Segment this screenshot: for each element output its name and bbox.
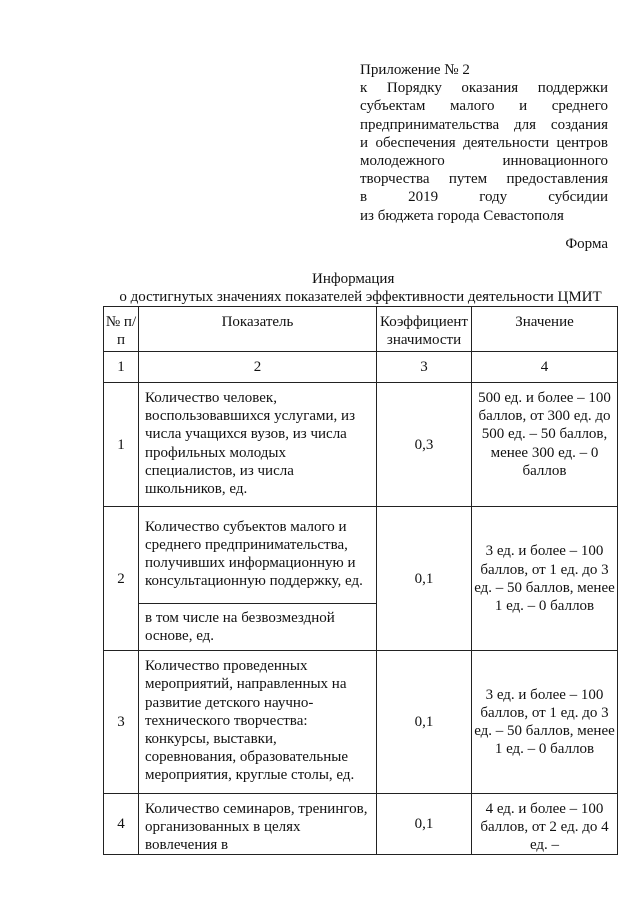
appendix-line: Приложение № 2: [360, 62, 470, 78]
row-value: 3 ед. и более – 100 баллов, от 1 ед. до 3 ед. – 50 баллов, менее 1 ед. – 0 баллов: [472, 507, 618, 651]
header-indicator: [139, 307, 377, 352]
column-number-row: [104, 352, 618, 383]
row-num: 2: [104, 507, 139, 651]
appendix-line: творчества путем предоставления: [360, 171, 608, 188]
column-number: 3: [377, 352, 472, 383]
appendix-line: предпринимательства для создания: [360, 116, 608, 133]
header-value: [472, 307, 618, 352]
form-label: Форма: [565, 236, 608, 252]
row-indicator: Количество субъектов малого и среднего предпринимательства, получивших информационную и консультационную поддержку, ед.: [139, 507, 377, 604]
row-coefficient: 0,3: [377, 383, 472, 507]
row-indicator: Количество проведенных мероприятий, направленных на развитие детского научно-технического творчества: конкурсы, выставки, соревнования, образовательные мероприятия, круглые столы, ед.: [139, 651, 377, 793]
appendix-line: из бюджета города Севастополя: [360, 207, 564, 224]
table-header-row: [104, 307, 618, 352]
table-row: [104, 651, 618, 793]
row-value: 4 ед. и более – 100 баллов, от 2 ед. до 4 ед. –: [472, 793, 618, 855]
row-coefficient: 0,1: [377, 651, 472, 793]
header-value-label: Значение: [515, 314, 574, 330]
table-row: [104, 507, 618, 604]
row-coefficient: 0,1: [377, 793, 472, 855]
title-subtitle: о достигнутых значениях показателей эффективности деятельности ЦМИТ: [119, 289, 602, 305]
header-indicator-label: Показатель: [221, 314, 294, 330]
appendix-line: к Порядку оказания поддержки: [360, 80, 608, 97]
column-number: 2: [139, 352, 377, 383]
indicators-table: [103, 306, 618, 855]
row-indicator: Количество человек, воспользовавшихся услугами, из числа учащихся вузов, из числа профильных молодых специалистов, из числа школьников, ед.: [139, 383, 377, 507]
appendix-line: и обеспечения деятельности центров: [360, 134, 608, 151]
header-coefficient-label: Коэффициент значимости: [380, 314, 468, 349]
row-num: 1: [104, 383, 139, 507]
appendix-line: молодежного инновационного: [360, 153, 608, 170]
row-num: 4: [104, 793, 139, 855]
appendix-line: в 2019 году субсидии: [360, 189, 608, 206]
header-coefficient: [377, 307, 472, 352]
row-num: 3: [104, 651, 139, 793]
title-main: Информация: [312, 271, 395, 287]
row-coefficient: 0,1: [377, 507, 472, 651]
row-value: 3 ед. и более – 100 баллов, от 1 ед. до 3 ед. – 50 баллов, менее 1 ед. – 0 баллов: [472, 651, 618, 793]
row-value: 500 ед. и более – 100 баллов, от 300 ед. до 500 ед. – 50 баллов, менее 300 ед. – 0 баллов: [472, 383, 618, 507]
table-row: [104, 383, 618, 507]
row-indicator: Количество семинаров, тренингов, организованных в целях вовлечения в: [139, 793, 377, 855]
header-num: [104, 307, 139, 352]
column-number: 1: [104, 352, 139, 383]
appendix-line: субъектам малого и среднего: [360, 98, 608, 115]
table-row: [104, 793, 618, 855]
row-sub-indicator: в том числе на безвозмездной основе, ед.: [139, 604, 377, 651]
column-number: 4: [472, 352, 618, 383]
header-num-label: № п/п: [105, 314, 137, 349]
appendix-block: [360, 61, 608, 225]
